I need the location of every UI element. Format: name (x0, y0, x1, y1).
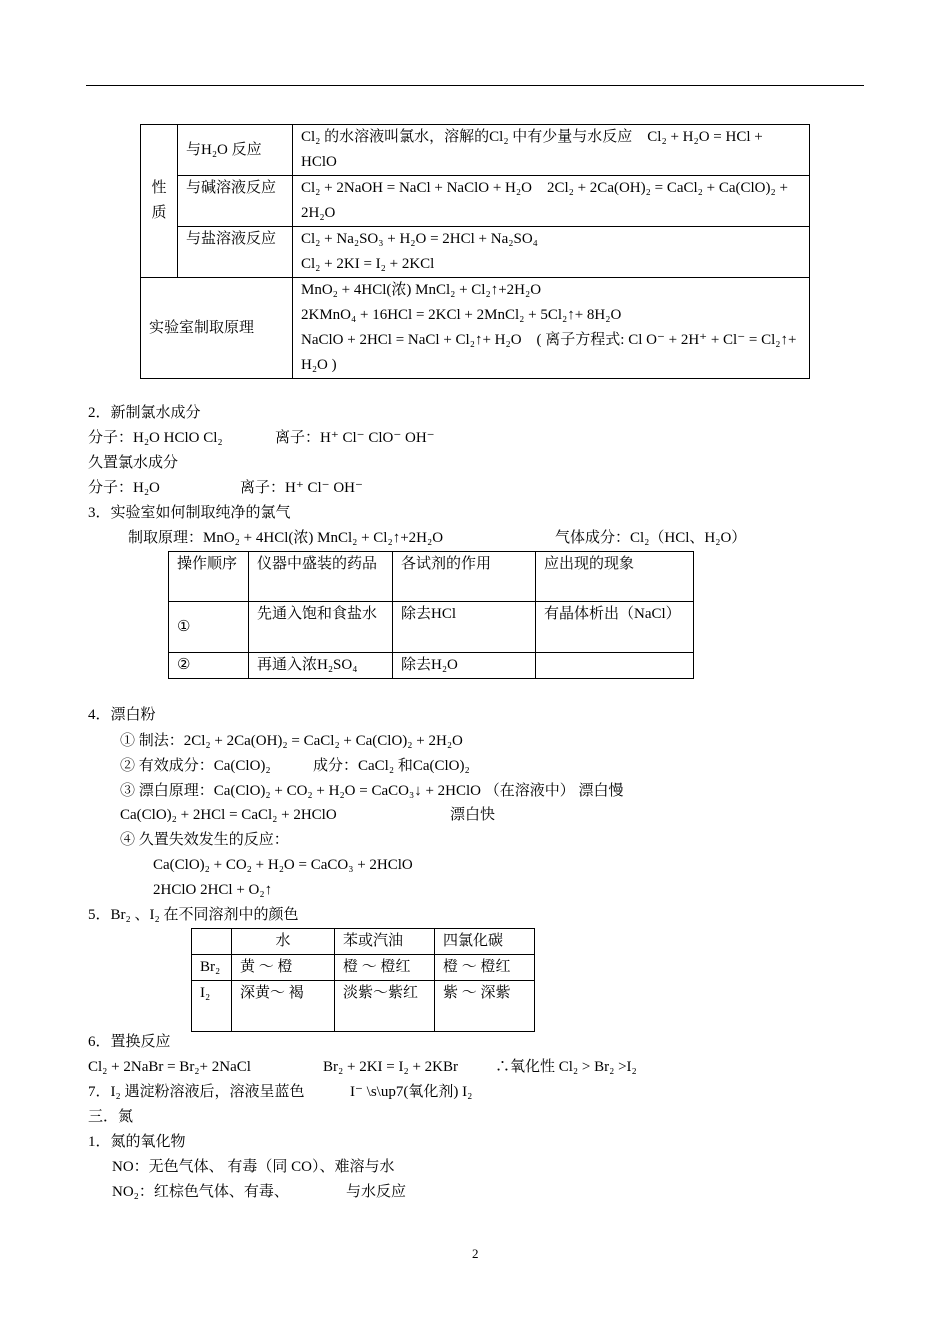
equation: MnO₂ + 4HCl(浓) MnCl₂ + Cl₂↑+2H₂O (301, 282, 542, 298)
bleach-item: 成分：CaCl₂ 和Ca(ClO)₂ (313, 758, 470, 774)
properties-table (140, 124, 810, 379)
bleach-item: ① 制法：2Cl₂ + 2Ca(OH)₂ = CaCl₂ + Ca(ClO)₂ + 2H₂O (120, 733, 463, 749)
section-title: 1．氮的氧化物 (88, 1134, 186, 1150)
conclusion: ∴氧化性 Cl₂ > Br₂ >I₂ (495, 1059, 637, 1075)
bleach-item: ③ 漂白原理：Ca(ClO)₂ + CO₂ + H₂O = CaCO₃↓ + 2HClO （在溶液中） 漂白慢 (120, 783, 624, 799)
procedure-table (168, 551, 694, 679)
color-table (191, 928, 535, 1032)
header-cell: 仪器中盛装的药品 (249, 552, 393, 602)
table-cell: 深黄～ 褐 (232, 981, 335, 1032)
aged-title: 久置氯水成分 (88, 455, 179, 471)
equation: Cl₂ + Na₂SO₃ + H₂O = 2HCl + Na₂SO₄ (301, 231, 538, 247)
header-cell: 水 (232, 929, 335, 955)
equation: 2HClO 2HCl + O₂↑ (153, 882, 273, 898)
property-group-label: 质 (151, 205, 167, 221)
row-content (293, 227, 810, 278)
section-title: 5．Br₂ 、I₂ 在不同溶剂中的颜色 (88, 907, 299, 923)
part-title: 三．氮 (88, 1109, 134, 1125)
table-cell: 除去H₂O (393, 653, 536, 679)
table-cell: 橙 ～ 橙红 (335, 955, 435, 981)
row-label: Br₂ (192, 955, 232, 981)
lab-label: 实验室制取原理 (141, 278, 293, 379)
table-cell: 再通入浓H₂SO₄ (249, 653, 393, 679)
lab-content (293, 278, 810, 379)
formula: I⁻ \s\up7(氧化剂) I₂ (350, 1084, 473, 1100)
table-cell: 橙 ～ 橙红 (435, 955, 535, 981)
section-text: 7．I₂ 遇淀粉溶液后，溶液呈蓝色 (88, 1084, 305, 1100)
header-cell: 操作顺序 (169, 552, 249, 602)
header-cell: 各试剂的作用 (393, 552, 536, 602)
equation: NaClO + 2HCl = NaCl + Cl₂↑+ H₂O ( 离子方程式: Cl O⁻ + 2H⁺ + Cl⁻ = Cl₂↑+ H₂O ) (301, 332, 797, 373)
gas-components: 气体成分：Cl₂（HCl、H₂O） (555, 530, 747, 546)
header-cell: 应出现的现象 (536, 552, 694, 602)
aged-molecules: 分子：H₂O (88, 480, 160, 496)
equation: Cl₂ + 2NaBr = Br₂+ 2NaCl (88, 1059, 251, 1075)
bleach-item: Ca(ClO)₂ + 2HCl = CaCl₂ + 2HClO (120, 807, 337, 823)
oxide-desc: NO：无色气体、 有毒（同 CO）、难溶与水 (112, 1159, 395, 1175)
step-cell: ② (169, 653, 249, 679)
table-cell: 淡紫～紫红 (335, 981, 435, 1032)
property-group-label: 性 (151, 180, 167, 196)
table-cell: 黄 ～ 橙 (232, 955, 335, 981)
section-title: 2．新制氯水成分 (88, 405, 201, 421)
equation: Cl₂ + 2KI = I₂ + 2KCl (301, 256, 435, 272)
step-cell: ① (169, 602, 249, 653)
aged-ions: 离子：H⁺ Cl⁻ OH⁻ (240, 480, 363, 496)
equation: Ca(ClO)₂ + CO₂ + H₂O = CaCO₃ + 2HClO (153, 857, 413, 873)
section-title: 6．置换反应 (88, 1034, 171, 1050)
table-cell (536, 653, 694, 679)
table-cell: 紫 ～ 深紫 (435, 981, 535, 1032)
oxide-desc: NO₂：红棕色气体、有毒、 (112, 1184, 289, 1200)
bleach-item: ② 有效成分：Ca(ClO)₂ (120, 758, 271, 774)
bleach-note: 漂白快 (450, 807, 496, 823)
equation: 2KMnO₄ + 16HCl = 2KCl + 2MnCl₂ + 5Cl₂↑+ 8H₂O (301, 307, 622, 323)
table-cell: 有晶体析出（NaCl） (536, 602, 694, 653)
header-rule (86, 85, 864, 86)
table-cell: 先通入饱和食盐水 (249, 602, 393, 653)
page-number: 2 (472, 1246, 479, 1261)
bleach-item: ④ 久置失效发生的反应： (120, 832, 289, 848)
row-content: Cl₂ 的水溶液叫氯水，溶解的Cl₂ 中有少量与水反应 Cl₂ + H₂O = HCl + HClO (293, 125, 810, 176)
header-cell: 四氯化碳 (435, 929, 535, 955)
fresh-molecules: 分子：H₂O HClO Cl₂ (88, 430, 223, 446)
row-label: 与H₂O 反应 (178, 125, 293, 176)
header-cell (192, 929, 232, 955)
section-title: 3．实验室如何制取纯净的氯气 (88, 505, 291, 521)
fresh-ions: 离子：H⁺ Cl⁻ ClO⁻ OH⁻ (275, 430, 435, 446)
oxide-desc: 与水反应 (346, 1184, 407, 1200)
row-label: I₂ (192, 981, 232, 1032)
equation: Br₂ + 2KI = I₂ + 2KBr (323, 1059, 458, 1075)
table-cell: 除去HCl (393, 602, 536, 653)
principle: 制取原理：MnO₂ + 4HCl(浓) MnCl₂ + Cl₂↑+2H₂O (128, 530, 444, 546)
property-group-cell (141, 125, 178, 278)
row-content: Cl₂ + 2NaOH = NaCl + NaClO + H₂O 2Cl₂ + 2Ca(OH)₂ = CaCl₂ + Ca(ClO)₂ + 2H₂O (293, 176, 810, 227)
section-title: 4．漂白粉 (88, 707, 156, 723)
row-label: 与碱溶液反应 (178, 176, 293, 227)
row-label: 与盐溶液反应 (178, 227, 293, 278)
header-cell: 苯或汽油 (335, 929, 435, 955)
